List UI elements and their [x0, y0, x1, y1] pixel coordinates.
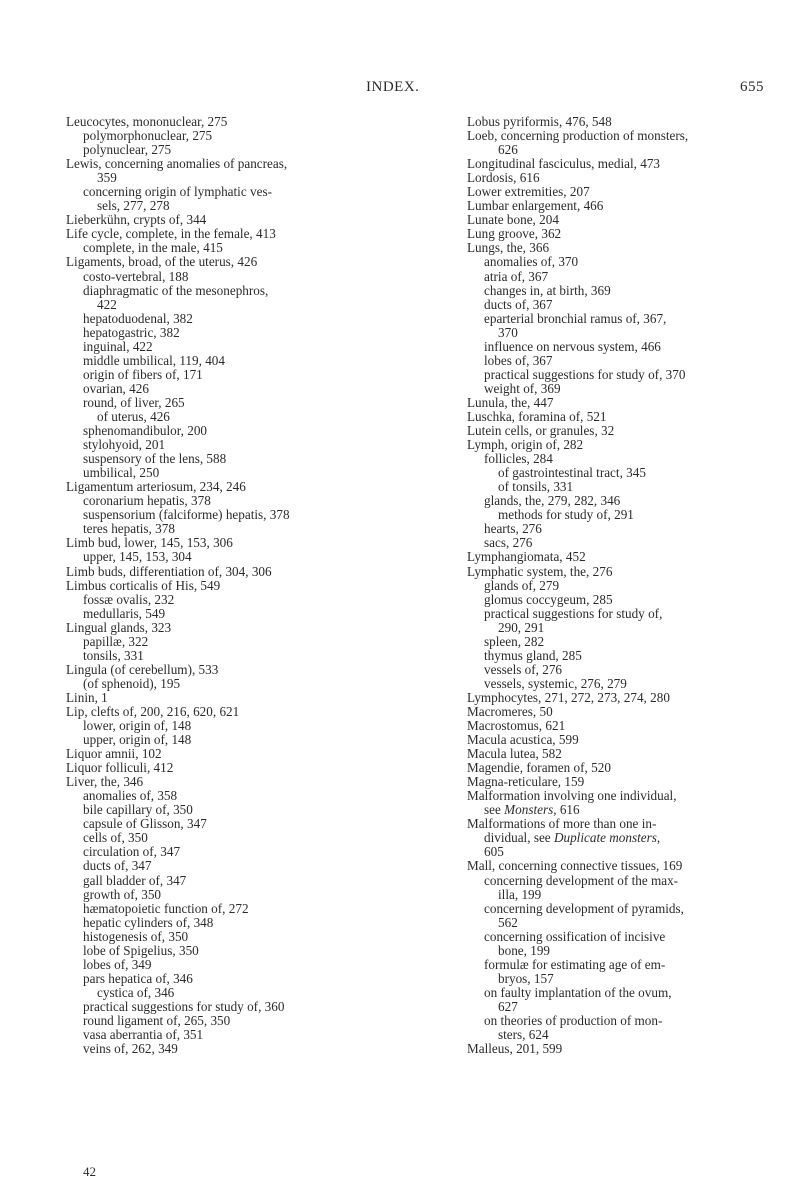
- index-subentry: suspensorium (falciforme) hepatis, 378: [83, 507, 290, 523]
- index-subentry: veins of, 262, 349: [83, 1041, 178, 1057]
- index-subentry: vessels, systemic, 276, 279: [484, 675, 627, 691]
- index-subentry: 359: [97, 170, 117, 186]
- index-subentry: sters, 624: [498, 1027, 549, 1043]
- index-subentry: costo-vertebral, 188: [83, 268, 189, 284]
- index-subentry: lobe of Spigelius, 350: [83, 942, 199, 958]
- index-subentry: 626: [498, 142, 518, 158]
- index-subentry: umbilical, 250: [83, 465, 160, 481]
- index-entry: Life cycle, complete, in the female, 413: [66, 226, 276, 242]
- index-subentry: sels, 277, 278: [97, 198, 170, 214]
- index-subentry: 370: [498, 324, 518, 340]
- index-entry: Lingual glands, 323: [66, 619, 172, 635]
- index-subentry: methods for study of, 291: [498, 507, 634, 523]
- index-subentry: concerning development of pyramids,: [484, 900, 684, 916]
- index-entry: Lower extremities, 207: [467, 184, 590, 200]
- index-entry: Lymph, origin of, 282: [467, 437, 584, 453]
- index-entry: Lymphocytes, 271, 272, 273, 274, 280: [467, 689, 670, 705]
- running-head: [0, 79, 801, 99]
- index-subentry: lobes of, 367: [484, 352, 553, 368]
- index-subentry: thymus gland, 285: [484, 647, 582, 663]
- index-subentry: round, of liver, 265: [83, 394, 185, 410]
- index-entry: Lunula, the, 447: [467, 394, 554, 410]
- index-subentry: 290, 291: [498, 619, 545, 635]
- index-entry: Lutein cells, or granules, 32: [467, 423, 615, 439]
- index-subentry: teres hepatis, 378: [83, 521, 175, 537]
- index-subentry: hæmatopoietic function of, 272: [83, 900, 249, 916]
- index-entry: Limb bud, lower, 145, 153, 306: [66, 535, 233, 551]
- index-subentry: coronarium hepatis, 378: [83, 493, 211, 509]
- index-entry: Magna-reticulare, 159: [467, 774, 585, 790]
- index-subentry: illa, 199: [498, 886, 542, 902]
- index-subentry: polynuclear, 275: [83, 142, 172, 158]
- index-entry: Liquor folliculi, 412: [66, 760, 174, 776]
- index-subentry: growth of, 350: [83, 886, 162, 902]
- index-entry: Macromeres, 50: [467, 703, 553, 719]
- index-subentry: practical suggestions for study of, 360: [83, 998, 285, 1014]
- index-entry: Malleus, 201, 599: [467, 1041, 563, 1057]
- index-subentry: vessels of, 276: [484, 661, 563, 677]
- index-entry: Lewis, concerning anomalies of pancreas,: [66, 156, 288, 172]
- index-entry: Luschka, foramina of, 521: [467, 408, 607, 424]
- index-subentry: upper, origin of, 148: [83, 732, 192, 748]
- index-subentry: see Monsters, 616: [484, 802, 580, 818]
- index-subentry: on faulty implantation of the ovum,: [484, 984, 672, 1000]
- index-entry: Ligaments, broad, of the uterus, 426: [66, 254, 258, 270]
- index-subentry: cystica of, 346: [97, 984, 175, 1000]
- index-subentry: lower, origin of, 148: [83, 718, 192, 734]
- index-subentry: inguinal, 422: [83, 338, 153, 354]
- index-subentry: circulation of, 347: [83, 844, 181, 860]
- index-column-left: [66, 115, 436, 1056]
- index-subentry: tonsils, 331: [83, 647, 144, 663]
- index-subentry: spleen, 282: [484, 633, 545, 649]
- page-title: INDEX.: [366, 79, 420, 95]
- index-subentry: ducts of, 367: [484, 296, 553, 312]
- index-subentry: round ligament of, 265, 350: [83, 1013, 231, 1028]
- index-subentry: fossæ ovalis, 232: [83, 591, 175, 607]
- signature-mark: 42: [83, 1164, 96, 1179]
- index-entry: Ligamentum arteriosum, 234, 246: [66, 479, 246, 495]
- index-entry: Lung groove, 362: [467, 226, 562, 242]
- index-entry: Lungs, the, 366: [467, 240, 550, 256]
- index-subentry: glomus coccygeum, 285: [484, 591, 613, 607]
- index-subentry: stylohyoid, 201: [83, 437, 166, 453]
- index-subentry: lobes of, 349: [83, 956, 152, 972]
- index-subentry: medullaris, 549: [83, 605, 166, 621]
- index-subentry: concerning ossification of incisive: [484, 928, 666, 944]
- index-subentry: histogenesis of, 350: [83, 928, 189, 944]
- index-entry: Loeb, concerning production of monsters,: [467, 128, 689, 144]
- index-subentry: glands of, 279: [484, 577, 560, 593]
- index-column-right: [467, 115, 772, 1056]
- index-subentry: concerning origin of lymphatic ves-: [83, 184, 272, 200]
- index-subentry: complete, in the male, 415: [83, 240, 223, 256]
- index-subentry: on theories of production of mon-: [484, 1013, 663, 1028]
- index-subentry: vasa aberrantia of, 351: [83, 1027, 204, 1043]
- page-number: 655: [740, 79, 764, 95]
- index-subentry: middle umbilical, 119, 404: [83, 352, 225, 368]
- index-entry: Macrostomus, 621: [467, 718, 566, 734]
- index-subentry: 627: [498, 998, 518, 1014]
- index-subentry: bone, 199: [498, 942, 551, 958]
- index-entry: Magendie, foramen of, 520: [467, 760, 611, 776]
- index-entry: Lymphangiomata, 452: [467, 549, 586, 565]
- index-subentry: gall bladder of, 347: [83, 872, 187, 888]
- index-subentry: weight of, 369: [484, 380, 561, 396]
- index-subentry: capsule of Glisson, 347: [83, 816, 207, 832]
- index-subentry: changes in, at birth, 369: [484, 282, 611, 298]
- index-subentry: suspensory of the lens, 588: [83, 451, 227, 467]
- index-subentry: 605: [484, 844, 504, 860]
- index-entry: Limbus corticalis of His, 549: [66, 577, 221, 593]
- index-subentry: concerning development of the max-: [484, 872, 679, 888]
- index-entry: Leucocytes, mononuclear, 275: [66, 114, 228, 129]
- index-subentry: hearts, 276: [484, 521, 542, 537]
- index-subentry: hepatogastric, 382: [83, 324, 180, 340]
- index-subentry: 422: [97, 296, 117, 312]
- index-entry: Lunate bone, 204: [467, 212, 559, 228]
- index-subentry: upper, 145, 153, 304: [83, 549, 192, 565]
- index-entry: Limb buds, differentiation of, 304, 306: [66, 563, 272, 579]
- index-subentry: practical suggestions for study of, 370: [484, 366, 686, 382]
- index-subentry: practical suggestions for study of,: [484, 605, 663, 621]
- index-entry: Lip, clefts of, 200, 216, 620, 621: [66, 703, 240, 719]
- index-entry: Liquor amnii, 102: [66, 746, 162, 762]
- index-subentry: follicles, 284: [484, 451, 553, 467]
- index-subentry: sphenomandibulor, 200: [83, 423, 208, 439]
- index-entry: Macula lutea, 582: [467, 746, 562, 762]
- index-subentry: dividual, see Duplicate monsters,: [484, 830, 661, 846]
- index-entry: Lingula (of cerebellum), 533: [66, 661, 219, 677]
- index-subentry: (of sphenoid), 195: [83, 675, 181, 691]
- index-subentry: hepatoduodenal, 382: [83, 310, 193, 326]
- index-entry: Malformation involving one individual,: [467, 788, 677, 804]
- index-subentry: papillæ, 322: [83, 633, 149, 649]
- index-subentry: of uterus, 426: [97, 408, 170, 424]
- index-subentry: cells of, 350: [83, 830, 148, 846]
- index-entry: Longitudinal fasciculus, medial, 473: [467, 156, 661, 172]
- index-subentry: bryos, 157: [498, 970, 554, 986]
- index-entry: Malformations of more than one in-: [467, 816, 657, 832]
- index-subentry: diaphragmatic of the mesonephros,: [83, 282, 269, 298]
- index-entry: Mall, concerning connective tissues, 169: [467, 858, 683, 874]
- index-entry: Lymphatic system, the, 276: [467, 563, 613, 579]
- index-subentry: polymorphonuclear, 275: [83, 128, 213, 144]
- index-subentry: influence on nervous system, 466: [484, 338, 661, 354]
- index-entry: Liver, the, 346: [66, 774, 144, 790]
- index-subentry: 562: [498, 914, 518, 930]
- index-entry: Lobus pyriformis, 476, 548: [467, 114, 612, 129]
- index-subentry: atria of, 367: [484, 268, 549, 284]
- index-subentry: ducts of, 347: [83, 858, 152, 874]
- index-subentry: of tonsils, 331: [498, 479, 574, 495]
- index-entry: Lumbar enlargement, 466: [467, 198, 604, 214]
- index-subentry: origin of fibers of, 171: [83, 366, 203, 382]
- index-subentry: anomalies of, 370: [484, 254, 579, 270]
- index-entry: Macula acustica, 599: [467, 732, 579, 748]
- index-subentry: of gastrointestinal tract, 345: [498, 465, 646, 481]
- index-subentry: glands, the, 279, 282, 346: [484, 493, 621, 509]
- index-subentry: pars hepatica of, 346: [83, 970, 193, 986]
- index-subentry: ovarian, 426: [83, 380, 149, 396]
- index-subentry: hepatic cylinders of, 348: [83, 914, 214, 930]
- index-entry: Lordosis, 616: [467, 170, 540, 186]
- index-entry: Linin, 1: [66, 689, 108, 705]
- index-subentry: formulæ for estimating age of em-: [484, 956, 666, 972]
- index-subentry: bile capillary of, 350: [83, 802, 193, 818]
- index-subentry: sacs, 276: [484, 535, 533, 551]
- index-subentry: eparterial bronchial ramus of, 367,: [484, 310, 667, 326]
- index-subentry: anomalies of, 358: [83, 788, 178, 804]
- index-entry: Lieberkühn, crypts of, 344: [66, 212, 207, 228]
